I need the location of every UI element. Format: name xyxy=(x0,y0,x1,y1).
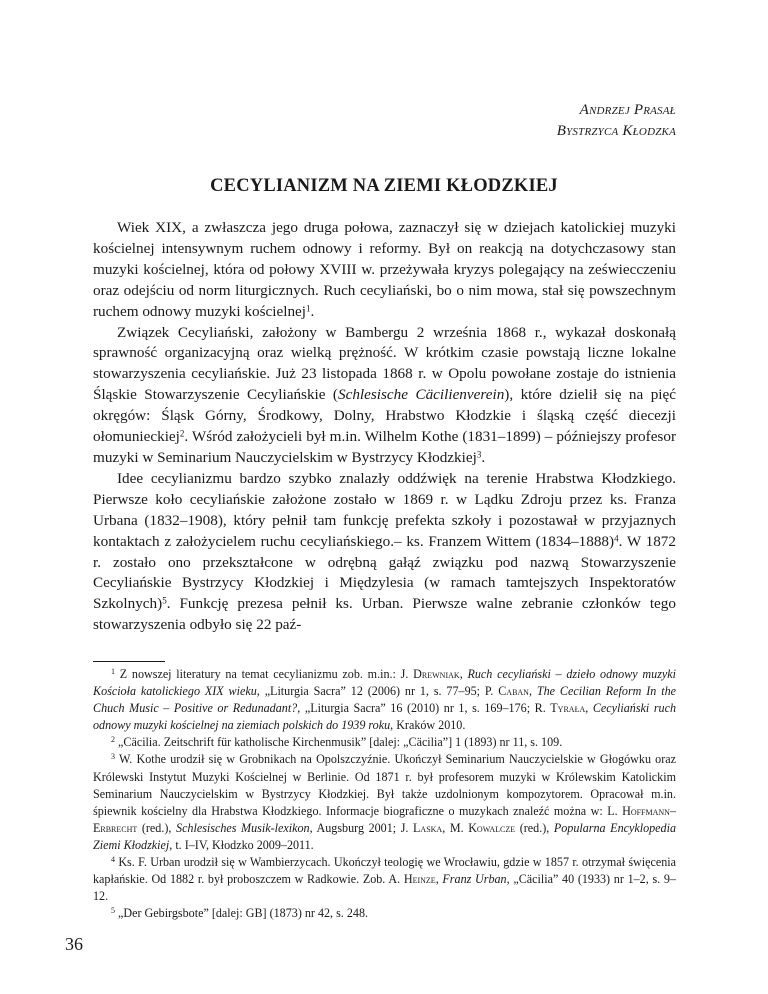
author-name: Andrzej Prasał xyxy=(579,102,676,118)
footnote-1-work-title: Cecyliański ruch odnowy muzyki kościelnej na ziemiach polskich do 1939 roku xyxy=(93,701,677,733)
footnote-1-text: , „Liturgia Sacra” 12 (2006) nr 1, s. 77–95; P. xyxy=(256,684,499,699)
footnote-3-text: (red.), xyxy=(137,820,177,835)
paragraph-1-text: Wiek XIX, a zwłaszcza jego druga połowa, zaznaczył się w dziejach katolickiej muzyki kościelnej intensywnym ruchem odnowy i reformy. Był on reakcją na dotychczasowy stan muzyki kościelnej, która od połowy XVIII w. przeżywała kryzys polegający na zeświecczeniu oraz odejściu od norm liturgicznych. Ruch cecyliański, bo o nim mowa, stał się powszechnym ruchem odnowy muzyki kościelnej xyxy=(93,219,676,320)
footnote-3-author-1: Hoffmann–Erbrecht xyxy=(93,803,676,835)
paragraph-3 xyxy=(93,469,676,636)
footnote-ref-4: 4 xyxy=(614,533,619,544)
footnote-3-text: W. Kothe urodził się w Grobnikach na Opolszczyźnie. Ukończył Seminarium Nauczycielskie w Głogówku oraz Królewski Instytut Muzyki Kościelnej w Berlinie. Od 1871 r. był profesorem muzyki w Królewskim Katolickim Seminarium Nauczycielskim w Bystrzycy Kłodzkiej. Był także uzdolnionym kompozytorem. Opracował m.in. śpiewnik kościelny dla Hrabstwa Kłodzkiego. Informacje biograficzne o muzykach znaleźć można w: L. xyxy=(93,752,676,818)
footnote-1-text: , Kraków 2010. xyxy=(390,718,466,733)
footnote-2 xyxy=(93,734,676,751)
paragraph-1 xyxy=(93,218,676,323)
paragraph-3-text-b: . W 1872 r. zostało ono przekształcone w odrębną gałąź związku pod nazwą Stowarzyszenie Cecyliańskie Bystrzycy Kłodzkiej i Międzylesia (w ramach tamtejszych Inspektoratów Szkolnych) xyxy=(93,532,676,613)
footnote-3-work-title: Schlesisches Musik-lexikon xyxy=(176,820,310,835)
paragraph-2-end: . xyxy=(481,448,486,466)
footnote-1 xyxy=(93,666,676,734)
paragraph-2-italic: Schlesische Cäcilienverein xyxy=(338,386,505,404)
footnote-1-work-title: The Cecilian Reform In the Chuch Music – Positive or Redunadant? xyxy=(93,684,677,716)
footnote-ref-1: 1 xyxy=(306,303,311,314)
footnote-2-text: „Cäcilia. Zeitschrift für katholische Kirchenmusik” [dalej: „Cäcilia”] 1 (1893) nr 11, s. 109. xyxy=(118,735,563,750)
footnote-1-text: , xyxy=(585,701,593,716)
footnote-2-number: 2 xyxy=(111,735,115,745)
footnote-3-text: (red.), xyxy=(515,820,554,835)
footnotes xyxy=(93,666,676,922)
paragraph-2-text-a: Związek Cecyliański, założony w Bambergu 2 września 1868 r., wykazał doskonałą sprawność organizacyjną oraz wielką prężność. W krótkim czasie powstają liczne lokalne stowarzyszenia cecyliańskie. Już 23 listopada 1868 r. w Opolu powołane zostaje do istnienia Śląskie Stowarzyszenie Cecyliańskie ( xyxy=(93,323,676,404)
footnote-3-text: , Augsburg 2001; J. xyxy=(309,820,414,835)
paragraph-2-text-c: . Wśród założycieli był m.in. Wilhelm Kothe (1831–1899) – późniejszy profesor muzyki w Seminarium Nauczycielskim w Bystrzycy Kłodzkiej xyxy=(93,428,676,466)
footnote-4-text: , „Cäcilia” 40 (1933) nr 1–2, s. 9–12. xyxy=(93,872,676,904)
footnote-1-text: , „Liturgia Sacra” 16 (2010) nr 1, s. 169–176; R. xyxy=(297,701,551,716)
footnote-4-author: Heinze xyxy=(403,872,436,887)
footnote-3-text: , t. I–IV, Kłodzko 2009–2011. xyxy=(169,837,314,852)
footnote-3 xyxy=(93,751,676,854)
author-location: Bystrzyca Kłodzka xyxy=(556,123,676,139)
footnote-1-author-2: Caban xyxy=(498,684,529,699)
footnote-1-text: , xyxy=(528,684,537,699)
footnote-separator xyxy=(93,661,165,662)
paragraph-3-text-a: Idee cecylianizmu bardzo szybko znalazły oddźwięk na terenie Hrabstwa Kłodzkiego. Pierwsze koło cecyliańskie założone zostało w 1869 r. w Lądku Zdroju przez ks. Franza Urbana (1832–1908), który pełnił tam funkcję prefekta szkoły i pozostawał w przyjaznych kontaktach z założycielem ruchu cecyliańskiego.– ks. Franzem Wittem (1834–1888) xyxy=(93,469,676,550)
footnote-3-number: 3 xyxy=(111,752,115,762)
footnote-4-text: , xyxy=(435,872,443,887)
footnote-1-author-1: Drewniak xyxy=(413,667,460,681)
footnote-3-text: , M. xyxy=(442,820,469,835)
footnote-ref-3: 3 xyxy=(476,449,482,460)
footnote-1-work-title: Ruch cecyliański – dzieło odnowy muzyki Kościoła katolickiego XIX wieku xyxy=(93,667,677,699)
article-body xyxy=(93,218,676,636)
footnote-4-number: 4 xyxy=(111,855,115,865)
footnote-1-text: Z nowszej literatury na temat cecylianizmu zob. m.in.: J. xyxy=(119,667,414,681)
paragraph-2-text-b: ), które dzielił się na pięć okręgów: Śląsk Górny, Środkowy, Dolny, Hrabstwo Kłodzkie i śląską część diecezji ołomunieckiej xyxy=(93,386,676,446)
footnote-ref-5: 5 xyxy=(162,595,167,606)
footnote-4-work-title: Franz Urban xyxy=(442,872,507,887)
article-title: CECYLIANIZM NA ZIEMI KŁODZKIEJ xyxy=(210,176,558,196)
paragraph-3-text-c: . Funkcję prezesa pełnił ks. Urban. Pierwsze walne zebranie członków tego stowarzyszenia odbyło się 22 paź- xyxy=(93,595,676,634)
footnote-4 xyxy=(93,854,676,905)
footnote-1-number: 1 xyxy=(111,667,115,676)
paragraph-1-end: . xyxy=(310,302,315,320)
footnote-5 xyxy=(93,905,676,922)
page-number: 36 xyxy=(65,934,83,954)
footnote-5-text: „Der Gebirgsbote” [dalej: GB] (1873) nr 42, s. 248. xyxy=(118,906,369,921)
author-block xyxy=(557,100,676,142)
footnote-3-work-title: Popularna Encyklopedia Ziemi Kłodzkiej xyxy=(93,820,676,852)
paragraph-2 xyxy=(93,323,676,469)
footnote-4-text: Ks. F. Urban urodził się w Wambierzycach. Ukończył teologię we Wrocławiu, gdzie w 1857 r. otrzymał święcenia kapłańskie. Od 1882 r. był proboszczem w Radkowie. Zob. A. xyxy=(93,855,676,887)
footnote-5-number: 5 xyxy=(111,906,115,916)
footnote-3-author-3: Kowalcze xyxy=(468,820,516,835)
footnote-3-author-2: Laska xyxy=(413,820,443,835)
footnote-ref-2: 2 xyxy=(179,428,185,439)
footnote-1-text: , xyxy=(459,667,468,681)
footnote-1-author-3: Tyrała xyxy=(550,701,586,716)
